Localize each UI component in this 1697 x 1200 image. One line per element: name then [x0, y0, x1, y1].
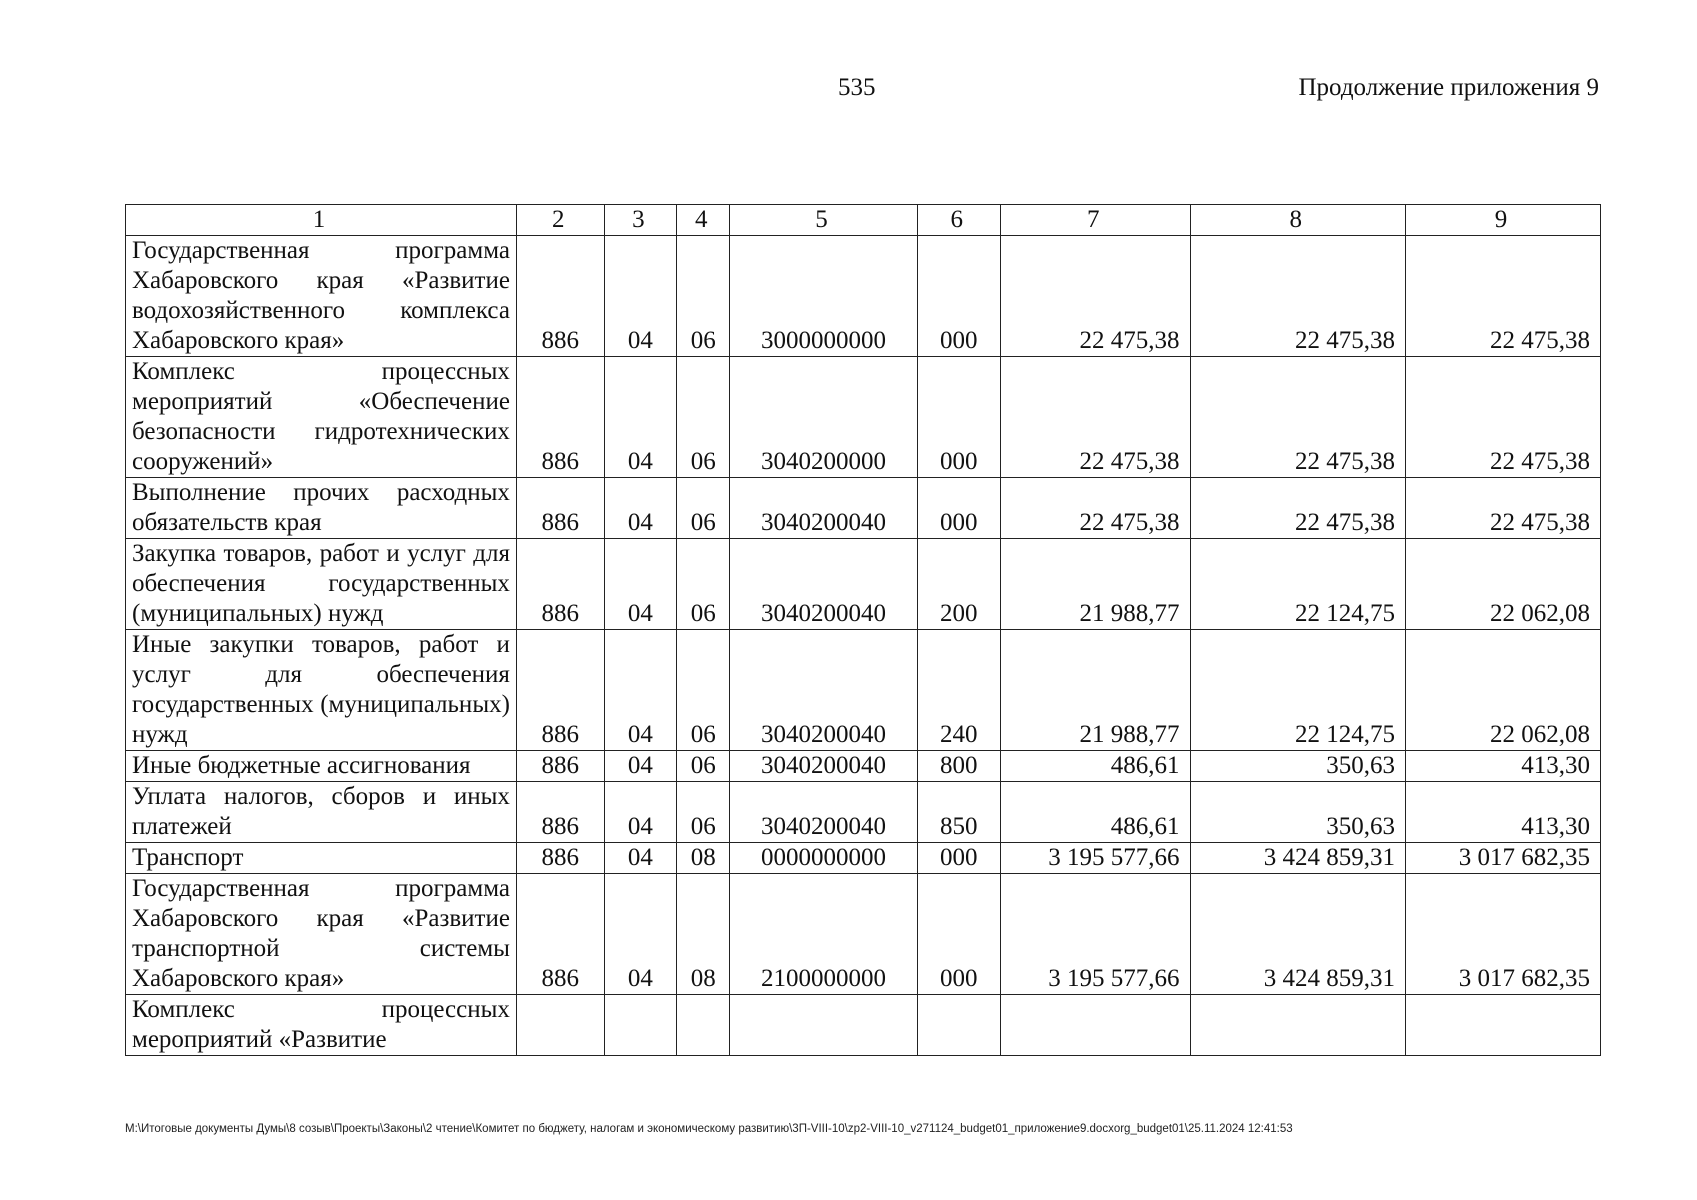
column-header: 7 [1000, 205, 1190, 236]
row-value-cell: 04 [604, 630, 677, 751]
row-value-cell: 06 [677, 539, 730, 630]
row-value-cell [1190, 995, 1406, 1056]
row-value-cell: 3040200040 [730, 539, 917, 630]
row-value-cell: 413,30 [1406, 782, 1601, 843]
row-name-cell: Государственная программа Хабаровского края «Развитие водохозяйственного комплекса Хабаровского края» [126, 236, 517, 357]
row-value-cell: 22 475,38 [1190, 236, 1406, 357]
row-value-cell: 21 988,77 [1000, 630, 1190, 751]
row-value-cell [1406, 995, 1601, 1056]
row-value-cell: 000 [917, 236, 1000, 357]
table-row [126, 782, 1601, 843]
row-value-cell [730, 995, 917, 1056]
row-value-cell: 22 124,75 [1190, 630, 1406, 751]
row-value-cell: 08 [677, 874, 730, 995]
row-value-cell: 06 [677, 751, 730, 782]
row-value-cell [604, 995, 677, 1056]
row-value-cell: 04 [604, 751, 677, 782]
row-value-cell: 22 124,75 [1190, 539, 1406, 630]
row-value-cell [917, 995, 1000, 1056]
footer-file-path: M:\Итоговые документы Думы\8 созыв\Проекты\Законы\2 чтение\Комитет по бюджету, налогам и экономическому развитию\3П-VIII-10\zp2-VIII-10_v271124_budget01_приложение9.docxorg_budget01\25.11.2024 12:41:53 [125, 1123, 1293, 1135]
column-header: 3 [604, 205, 677, 236]
row-value-cell: 06 [677, 236, 730, 357]
table-row [126, 843, 1601, 874]
row-value-cell: 0000000000 [730, 843, 917, 874]
row-value-cell: 350,63 [1190, 782, 1406, 843]
table-row [126, 995, 1601, 1056]
column-header: 6 [917, 205, 1000, 236]
row-value-cell: 3 195 577,66 [1000, 874, 1190, 995]
row-value-cell: 06 [677, 630, 730, 751]
row-value-cell: 886 [516, 874, 604, 995]
table-row [126, 357, 1601, 478]
row-value-cell: 04 [604, 843, 677, 874]
row-value-cell: 3040200000 [730, 357, 917, 478]
row-value-cell: 000 [917, 843, 1000, 874]
column-header: 9 [1406, 205, 1601, 236]
column-header: 1 [126, 205, 517, 236]
row-value-cell: 2100000000 [730, 874, 917, 995]
row-value-cell: 3040200040 [730, 751, 917, 782]
row-value-cell: 06 [677, 357, 730, 478]
table-row [126, 874, 1601, 995]
column-header: 8 [1190, 205, 1406, 236]
row-value-cell: 04 [604, 357, 677, 478]
row-value-cell: 413,30 [1406, 751, 1601, 782]
row-value-cell: 3 424 859,31 [1190, 874, 1406, 995]
row-value-cell: 886 [516, 782, 604, 843]
row-value-cell: 886 [516, 478, 604, 539]
column-header: 4 [677, 205, 730, 236]
row-value-cell: 22 475,38 [1406, 357, 1601, 478]
row-name-cell: Уплата налогов, сборов и иных платежей [126, 782, 517, 843]
row-value-cell: 04 [604, 236, 677, 357]
column-number-row [126, 205, 1601, 236]
row-value-cell: 06 [677, 782, 730, 843]
row-value-cell: 04 [604, 478, 677, 539]
table-body [126, 236, 1601, 1056]
row-value-cell: 3 017 682,35 [1406, 874, 1601, 995]
row-value-cell: 3 195 577,66 [1000, 843, 1190, 874]
row-value-cell: 886 [516, 630, 604, 751]
row-value-cell: 22 475,38 [1190, 357, 1406, 478]
row-value-cell: 850 [917, 782, 1000, 843]
column-header: 5 [730, 205, 917, 236]
row-name-cell: Выполнение прочих расходных обязательств края [126, 478, 517, 539]
table-row [126, 236, 1601, 357]
row-value-cell: 3 424 859,31 [1190, 843, 1406, 874]
row-value-cell: 240 [917, 630, 1000, 751]
row-value-cell: 22 475,38 [1406, 236, 1601, 357]
row-name-cell: Закупка товаров, работ и услуг для обеспечения государственных (муниципальных) нужд [126, 539, 517, 630]
row-value-cell: 22 475,38 [1000, 478, 1190, 539]
budget-table [125, 204, 1601, 1056]
row-value-cell: 000 [917, 357, 1000, 478]
row-value-cell: 3 017 682,35 [1406, 843, 1601, 874]
row-value-cell: 06 [677, 478, 730, 539]
row-value-cell: 3040200040 [730, 630, 917, 751]
row-name-cell: Транспорт [126, 843, 517, 874]
row-value-cell: 04 [604, 874, 677, 995]
page-number: 535 [838, 74, 876, 101]
row-name-cell: Государственная программа Хабаровского края «Развитие транспортной системы Хабаровского края» [126, 874, 517, 995]
row-value-cell [1000, 995, 1190, 1056]
row-value-cell: 22 475,38 [1406, 478, 1601, 539]
row-value-cell: 3000000000 [730, 236, 917, 357]
row-value-cell: 3040200040 [730, 478, 917, 539]
row-name-cell: Иные закупки товаров, работ и услуг для обеспечения государственных (муниципальных) нужд [126, 630, 517, 751]
row-value-cell: 04 [604, 782, 677, 843]
table-row [126, 478, 1601, 539]
row-value-cell: 000 [917, 874, 1000, 995]
row-value-cell: 22 475,38 [1000, 236, 1190, 357]
row-value-cell: 886 [516, 357, 604, 478]
table-row [126, 751, 1601, 782]
row-value-cell: 22 062,08 [1406, 539, 1601, 630]
row-value-cell: 486,61 [1000, 782, 1190, 843]
row-value-cell [516, 995, 604, 1056]
row-value-cell: 22 475,38 [1190, 478, 1406, 539]
row-value-cell: 200 [917, 539, 1000, 630]
table-row [126, 630, 1601, 751]
row-value-cell: 04 [604, 539, 677, 630]
row-value-cell: 22 062,08 [1406, 630, 1601, 751]
row-name-cell: Комплекс процессных мероприятий «Обеспечение безопасности гидротехнических сооружений» [126, 357, 517, 478]
table-row [126, 539, 1601, 630]
row-value-cell: 350,63 [1190, 751, 1406, 782]
row-value-cell: 886 [516, 751, 604, 782]
row-value-cell: 08 [677, 843, 730, 874]
row-value-cell: 486,61 [1000, 751, 1190, 782]
row-value-cell: 886 [516, 236, 604, 357]
continuation-label: Продолжение приложения 9 [1298, 74, 1599, 101]
row-value-cell: 800 [917, 751, 1000, 782]
row-value-cell: 3040200040 [730, 782, 917, 843]
row-value-cell [677, 995, 730, 1056]
row-value-cell: 22 475,38 [1000, 357, 1190, 478]
row-value-cell: 000 [917, 478, 1000, 539]
row-name-cell: Комплекс процессных мероприятий «Развитие [126, 995, 517, 1056]
column-header: 2 [516, 205, 604, 236]
row-value-cell: 21 988,77 [1000, 539, 1190, 630]
row-value-cell: 886 [516, 539, 604, 630]
row-value-cell: 886 [516, 843, 604, 874]
row-name-cell: Иные бюджетные ассигнования [126, 751, 517, 782]
